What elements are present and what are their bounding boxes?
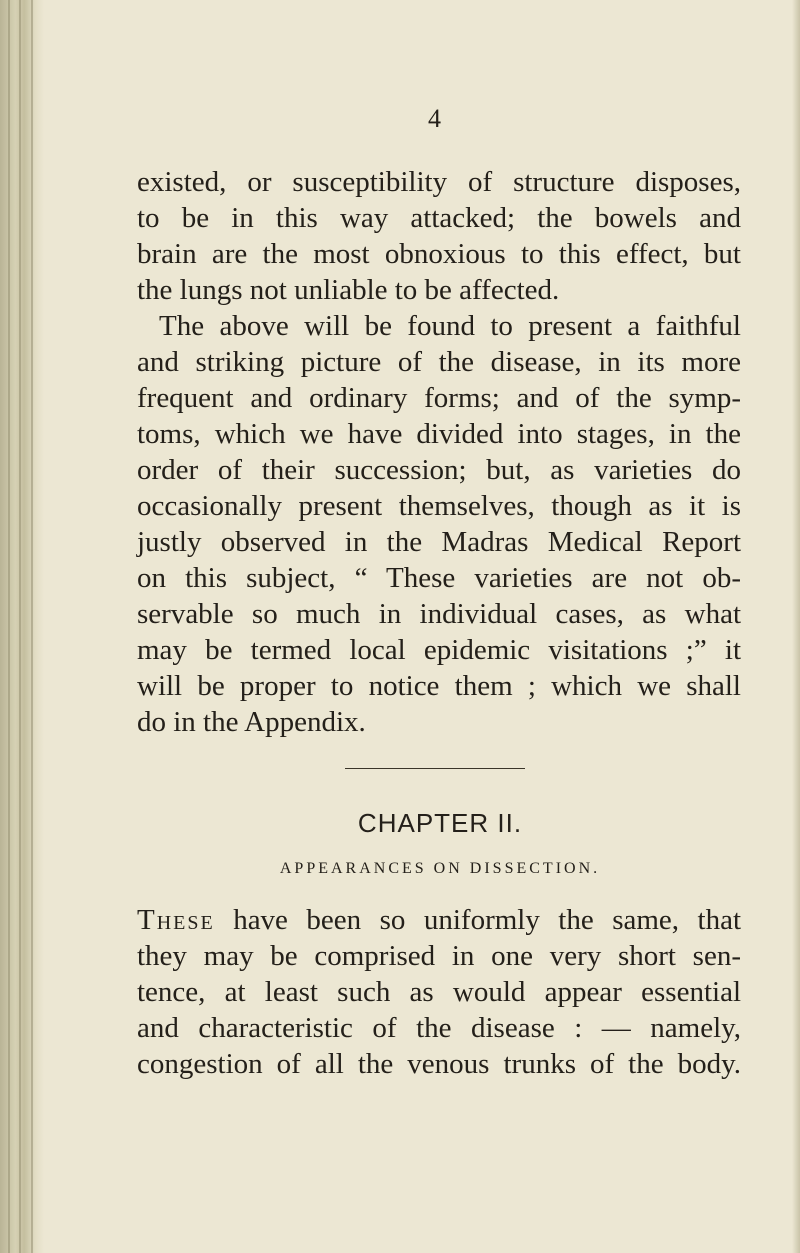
- text-line: justly observed in the Madras Medical Report: [137, 526, 741, 558]
- text-line: congestion of all the venous trunks of the body.: [137, 1048, 741, 1080]
- text-line: do in the Appendix.: [137, 706, 366, 738]
- text-fragment: have been so uniformly the same, that: [233, 904, 741, 936]
- lead-word: These: [137, 904, 215, 936]
- chapter-title: CHAPTER II.: [357, 808, 523, 838]
- text-line: the lungs not unliable to be affected.: [137, 274, 560, 306]
- paragraph-2: [137, 902, 741, 1082]
- text-line: they may be comprised in one very short sen-: [137, 940, 741, 972]
- page-right-edge: [792, 0, 800, 1253]
- text-line: frequent and ordinary forms; and of the symp-: [137, 382, 741, 414]
- text-line: order of their succession; but, as varieties do: [137, 454, 741, 486]
- gutter-shadow-line: [8, 0, 10, 1253]
- text-line: occasionally present themselves, though as it is: [137, 490, 741, 522]
- section-divider: [345, 768, 525, 769]
- page-gutter: [0, 0, 44, 1253]
- text-line: servable so much in individual cases, as what: [137, 598, 741, 630]
- paragraph-1: [137, 164, 741, 740]
- text-line: may be termed local epidemic visitations ;” it: [137, 634, 741, 666]
- chapter-subtitle: APPEARANCES ON DISSECTION.: [279, 860, 601, 877]
- gutter-shadow-line: [19, 0, 21, 1253]
- text-line: The above will be found to present a faithful: [159, 310, 741, 342]
- text-line: to be in this way attacked; the bowels and: [137, 202, 741, 234]
- text-line: tence, at least such as would appear essential: [137, 976, 741, 1008]
- gutter-shadow-line: [31, 0, 33, 1253]
- text-line: and striking picture of the disease, in its more: [137, 346, 741, 378]
- text-line: on this subject, “ These varieties are not ob-: [137, 562, 741, 594]
- text-line: brain are the most obnoxious to this effect, but: [137, 238, 741, 270]
- text-line: [137, 902, 741, 938]
- text-line: toms, which we have divided into stages, in the: [137, 418, 741, 450]
- text-line: existed, or susceptibility of structure disposes,: [137, 166, 741, 198]
- text-line: will be proper to notice them ; which we shall: [137, 670, 741, 702]
- page-number: 4: [428, 104, 441, 133]
- text-line: and characteristic of the disease : — namely,: [137, 1012, 741, 1044]
